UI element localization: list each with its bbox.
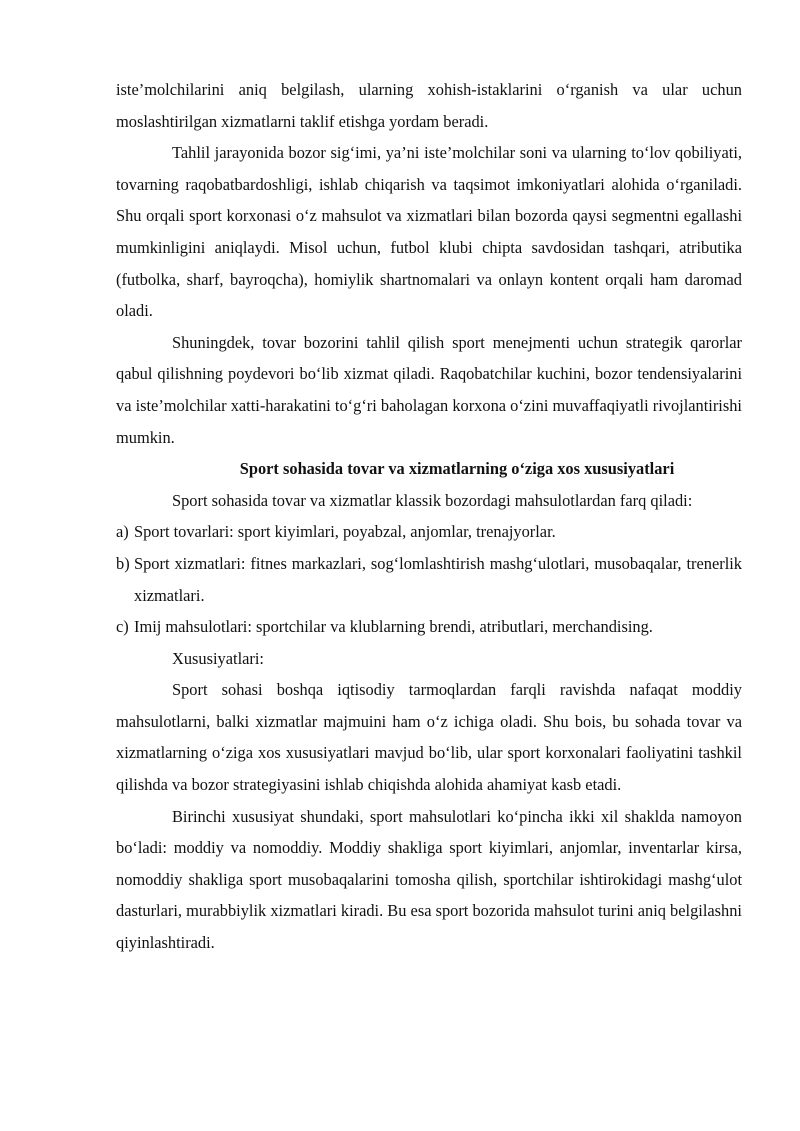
paragraph-strategic-decisions: Shuningdek, tovar bozorini tahlil qilish sport menejmenti uchun strategik qarorlar qabul qilishning poydevori bo‘lib xizmat qiladi. Raqobatchilar kuchini, bozor tendensiyalarini va iste’molchilar xatti-harakatini to‘g‘ri baholagan korxona o‘zini muvaffaqiyatli rivojlantirishi mumkin. [116,332,742,447]
paragraph-intro: Sport sohasida tovar va xizmatlar klassik bozordagi mahsulotlardan farq qiladi: [172,490,693,510]
features-label: Xususiyatlari: [172,648,264,668]
paragraph-sport-sector: Sport sohasi boshqa iqtisodiy tarmoqlardan farqli ravishda nafaqat moddiy mahsulotlarni, balki xizmatlar majmuini ham o‘z ichiga oladi. Shu bois, bu sohada tovar va xizmatlarning o‘ziga xos xususiyatlari mavjud bo‘lib, ular sport korxonalari faoliyatini tashkil qilishda va bozor strategiyasini ishlab chiqishda alohida ahamiyat kasb etadi. [116,680,742,795]
list-marker: b) [116,553,130,573]
document-page [116,74,742,959]
goods-services-list [116,516,742,642]
list-item [116,611,742,643]
list-item-text: Sport tovarlari: sport kiyimlari, poyabzal, anjomlar, trenajyorlar. [134,522,556,542]
paragraph-market-analysis: Tahlil jarayonida bozor sig‘imi, ya’ni iste’molchilar soni va ularning to‘lov qobiliyati, tovarning raqobatbardoshligi, ishlab chiqarish va taqsimot imkoniyatlari alohida o‘rganiladi. Shu orqali sport korxonasi o‘z mahsulot va xizmatlari bilan bozorda qaysi segmentni egallashi mumkinligini aniqlaydi. Misol uchun, futbol klubi chipta savdosidan tashqari, atributika (futbolka, sharf, bayroqcha), homiylik shartnomalari va onlayn kontent orqali ham daromad oladi. [116,143,742,321]
list-marker: a) [116,522,129,542]
paragraph-continuation: iste’molchilarini aniq belgilash, ularning xohish-istaklarini o‘rganish va ular uchun moslashtirilgan xizmatlarni taklif etishga yordam beradi. [116,80,742,131]
list-item [116,548,742,611]
list-item [116,516,742,548]
paragraph-first-feature: Birinchi xususiyat shundaki, sport mahsulotlari ko‘pincha ikki xil shaklda namoyon bo‘ladi: moddiy va nomoddiy. Moddiy shakliga sport kiyimlari, anjomlar, inventarlar kirsa, nomoddiy shakliga sport musobaqalarini tomosha qilish, sportchilar ishtirokidagi mashg‘ulot dasturlari, murabbiylik xizmatlari kiradi. Bu esa sport bozorida mahsulot turini aniq belgilashni qiyinlashtiradi. [116,806,742,953]
list-marker: c) [116,617,129,637]
list-item-text: Imij mahsulotlari: sportchilar va klublarning brendi, atributlari, merchandising. [134,617,653,637]
list-item-text: Sport xizmatlari: fitnes markazlari, sog‘lomlashtirish mashg‘ulotlari, musobaqalar, trenerlik xizmatlari. [134,553,742,605]
section-heading: Sport sohasida tovar va xizmatlarning o‘ziga xos xususiyatlari [239,459,675,479]
